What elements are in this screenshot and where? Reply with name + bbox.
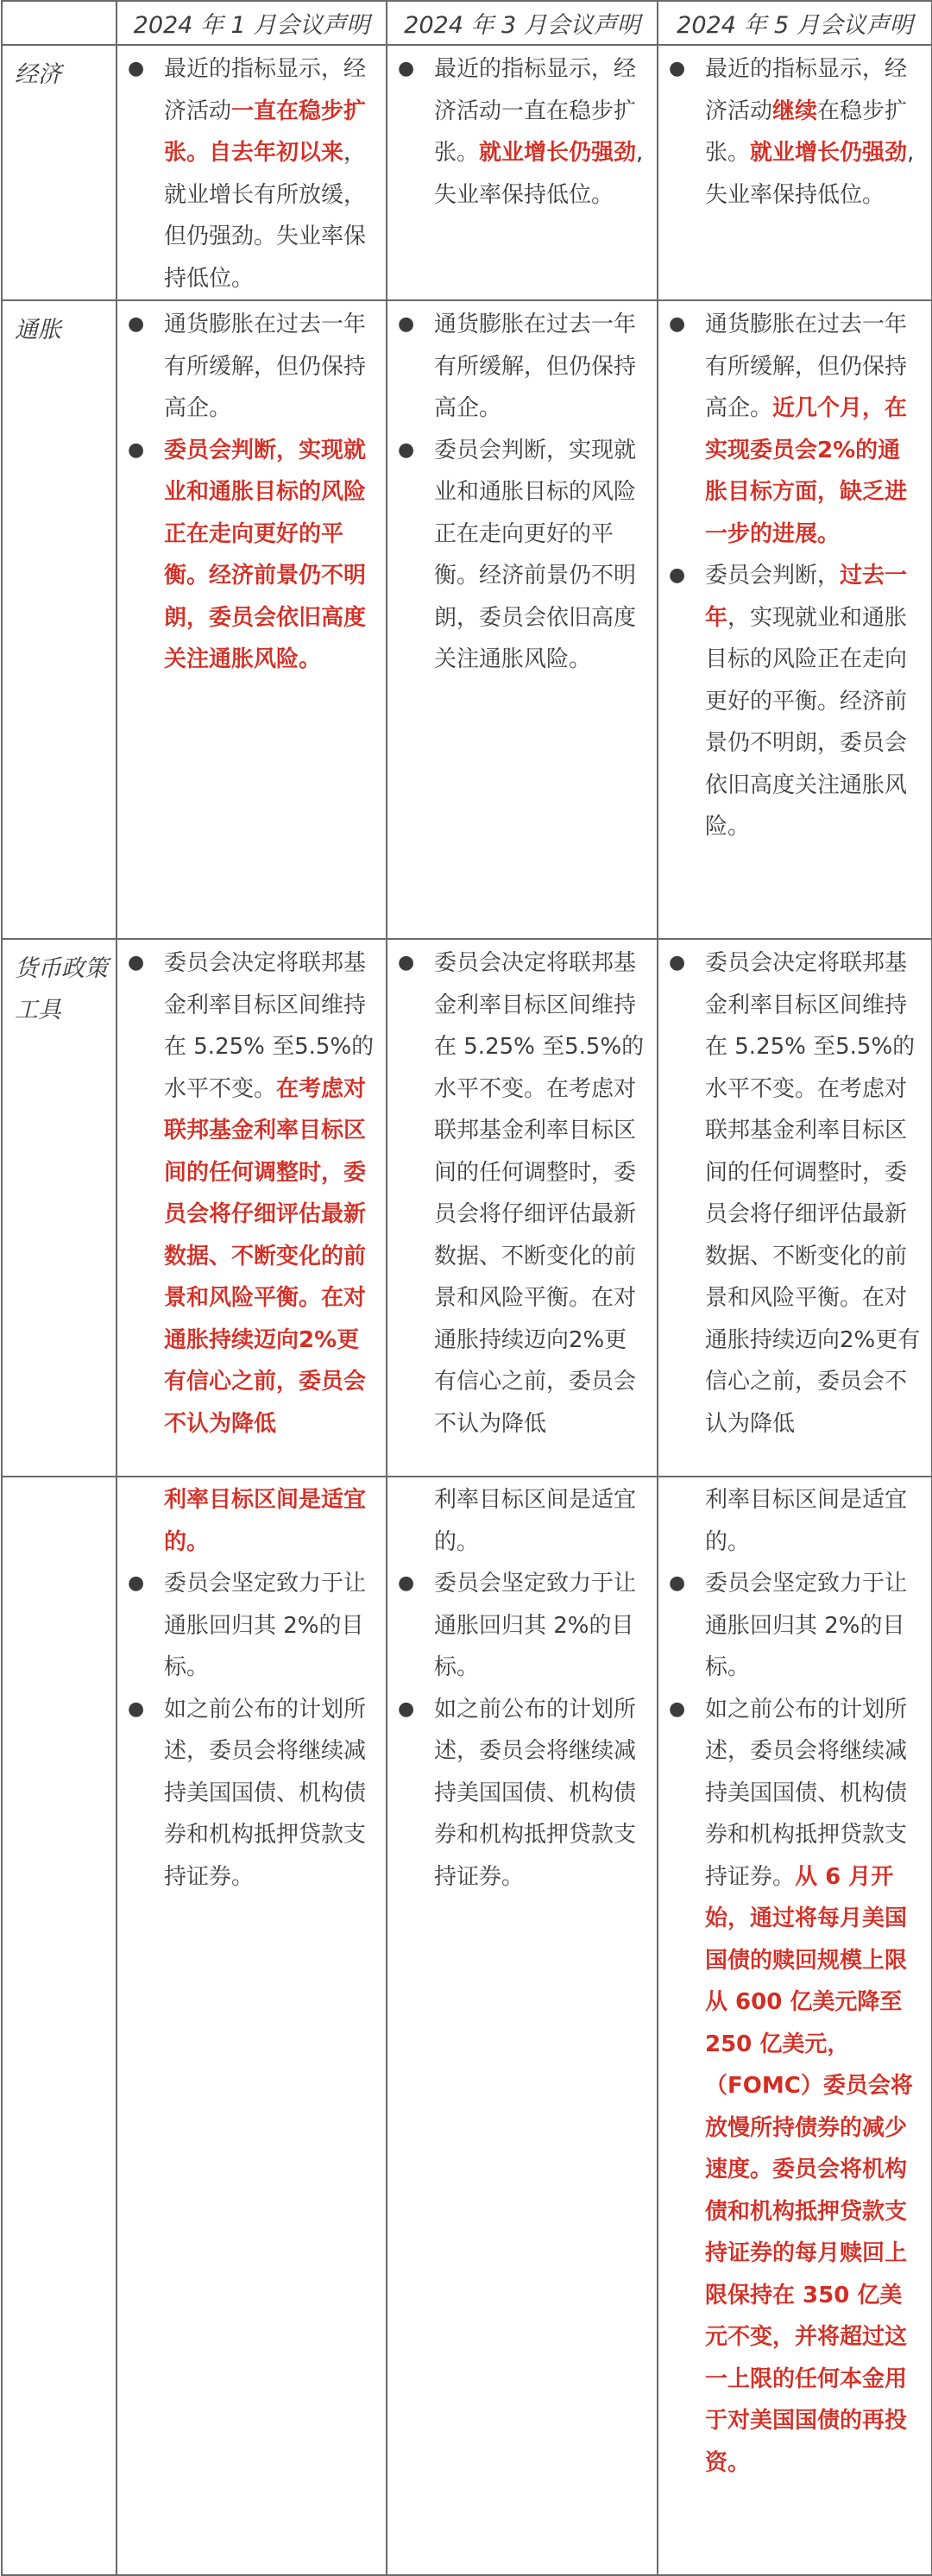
statement-text: ，就业增长有所放缓，但仍强劲。失业率保持低位。: [164, 140, 367, 292]
highlighted-text: 就业增长仍强劲: [479, 140, 637, 166]
cell-policy-jan-bottom: [116, 1477, 387, 2575]
cell-inflation-jan: [116, 300, 387, 939]
bullet-icon: ●: [398, 58, 415, 79]
cell-policy-mar-top: [387, 939, 658, 1477]
bullet-icon: ●: [398, 313, 415, 335]
statement-text: 通货膨胀在过去一年有所缓解，但仍保持高企。: [164, 312, 367, 421]
bullet-item: [117, 1689, 386, 1899]
header-may-2024: 2024 年 5 月会议声明: [658, 1, 932, 45]
bullet-item: [387, 48, 657, 216]
statement-text: 委员会坚定致力于让通胀回归其 2%的目标。: [164, 1571, 367, 1680]
bullet-icon: ●: [669, 313, 686, 335]
bullet-item: [658, 1689, 931, 2485]
cell-policy-may-bottom: [658, 1477, 932, 2575]
bullet-item: [117, 430, 386, 681]
statement-text: 利率目标区间是适宜的。: [434, 1487, 637, 1555]
bullet-item: [117, 942, 386, 1445]
statement-text: ，实现就业和通胀目标的风险正在走向更好的平衡。经济前景仍不明朗，委员会依旧高度关注通胀风险。: [705, 604, 908, 840]
cell-policy-mar-bottom: [387, 1477, 658, 2575]
bullet-icon: ●: [128, 58, 145, 79]
bullet-item: [387, 1689, 657, 1899]
bullet-item: [117, 48, 386, 299]
bullet-icon: ●: [128, 952, 145, 973]
statement-text: 委员会坚定致力于让通胀回归其 2%的目标。: [434, 1571, 637, 1680]
statement-text: 最近的指标显示，经济活动: [164, 56, 367, 124]
row-inflation: [2, 300, 932, 939]
highlighted-text: 一直在稳步扩张。自去年初以来: [164, 98, 367, 166]
highlighted-text: 在考虑对联邦基金利率目标区间的任何调整时，委员会将仔细评估最新数据、不断变化的前景和风险平衡。在对通胀持续迈向2%更有信心之前，委员会不认为降低: [164, 1075, 367, 1437]
statement-text: 如之前公布的计划所述，委员会将继续减持美国国债、机构债券和机构抵押贷款支持证券。: [164, 1696, 367, 1890]
bullet-item: [387, 942, 657, 1445]
statement-text: 最近的指标显示，经济活动: [705, 56, 908, 124]
highlighted-text: 过去一年: [705, 563, 908, 631]
bullet-item: [117, 1563, 386, 1689]
statement-text: 委员会判断，实现就业和通胀目标的风险正在走向更好的平衡。经济前景仍不明朗，委员会依旧高度关注通胀风险。: [434, 437, 637, 672]
cell-inflation-may: [658, 300, 932, 939]
statement-text: 委员会决定将联邦基金利率目标区间维持在 5.25% 至5.5%的水平不变。: [164, 950, 375, 1102]
bullet-icon: ●: [669, 58, 686, 79]
cell-economy-jan: [116, 45, 387, 300]
statement-text: 通货膨胀在过去一年有所缓解，但仍保持高企。: [434, 312, 637, 421]
statement-text: ,失业率保持低位。: [434, 140, 644, 208]
statement-text: 委员会判断，: [705, 563, 841, 589]
header-row: [2, 1, 932, 45]
bullet-icon: ●: [669, 952, 686, 973]
bullet-icon: ●: [128, 1697, 145, 1720]
cell-economy-may: [658, 45, 932, 300]
bullet-item: [658, 555, 931, 848]
cell-policy-may-top: [658, 939, 932, 1477]
bullet-icon: ●: [669, 564, 686, 586]
bullet-icon: ●: [669, 1697, 686, 1720]
continued-text: [387, 1479, 657, 1563]
row-label-policy: 货币政策工具: [2, 939, 116, 1477]
bullet-item: [387, 430, 657, 681]
cell-inflation-mar: [387, 300, 658, 939]
highlighted-text: 继续: [772, 98, 818, 124]
row-label-economy: 经济: [2, 45, 116, 300]
highlighted-text: 委员会判断，实现就业和通胀目标的风险正在走向更好的平衡。经济前景仍不明朗，委员会依旧高度关注通胀风险。: [164, 437, 367, 672]
continued-text: [658, 1479, 931, 1563]
statement-text: ,失业率保持低位。: [705, 140, 915, 208]
highlighted-text: 近几个月，在实现委员会2%的通胀目标方面，缺乏进一步的进展。: [705, 395, 908, 547]
cell-policy-jan-top: [116, 939, 387, 1477]
bullet-icon: ●: [128, 438, 145, 461]
bullet-item: [658, 942, 931, 1445]
highlighted-text: 从 6 月开始，通过将每月美国国债的赎回规模上限从 600 亿美元降至 250 亿美元，（FOMC）委员会将放慢所持债券的减少速度。委员会将机构债和机构抵押贷款支持证券的每月赎回上限保持在 350 亿美元不变，并将超过这一上限的任何本金用于对美国国债的再投资。: [705, 1863, 913, 2476]
statement-text: 最近的指标显示，经济活动一直在稳步扩张。: [434, 56, 637, 166]
highlighted-text: 就业增长仍强劲: [750, 140, 908, 166]
bullet-icon: ●: [669, 1572, 686, 1594]
statement-text: 在稳步扩张。: [705, 98, 908, 166]
bullet-icon: ●: [398, 438, 415, 461]
statement-text: 委员会决定将联邦基金利率目标区间维持在 5.25% 至5.5%的水平不变。在考虑对联邦基金利率目标区间的任何调整时，委员会将仔细评估最新数据、不断变化的前景和风险平衡。在对通胀持续迈向2%更有信心之前，委员会不认为降低: [705, 950, 921, 1437]
statement-text: 如之前公布的计划所述，委员会将继续减持美国国债、机构债券和机构抵押贷款支持证券。: [705, 1696, 908, 1890]
highlighted-text: 利率目标区间是适宜的。: [164, 1487, 367, 1555]
statement-text: 委员会决定将联邦基金利率目标区间维持在 5.25% 至5.5%的水平不变。在考虑对联邦基金利率目标区间的任何调整时，委员会将仔细评估最新数据、不断变化的前景和风险平衡。在对通胀持续迈向2%更有信心之前，委员会不认为降低: [434, 950, 645, 1437]
bullet-item: [658, 304, 931, 555]
row-economy: [2, 45, 932, 300]
header-mar-2024: 2024 年 3 月会议声明: [387, 1, 658, 45]
bullet-item: [117, 304, 386, 430]
bullet-item: [387, 1563, 657, 1689]
bullet-icon: ●: [398, 952, 415, 973]
header-empty: [2, 1, 116, 45]
fomc-statement-comparison-table: [1, 0, 932, 2576]
bullet-item: [658, 48, 931, 216]
bullet-icon: ●: [128, 313, 145, 335]
row-policy-bottom: [2, 1477, 932, 2575]
statement-text: 如之前公布的计划所述，委员会将继续减持美国国债、机构债券和机构抵押贷款支持证券。: [434, 1696, 637, 1890]
row-label-policy-cont: [2, 1477, 116, 2575]
row-label-inflation: 通胀: [2, 300, 116, 939]
continued-text: [117, 1479, 386, 1563]
statement-text: 委员会坚定致力于让通胀回归其 2%的目标。: [705, 1571, 908, 1680]
bullet-item: [387, 304, 657, 430]
statement-text: 利率目标区间是适宜的。: [705, 1487, 908, 1555]
bullet-icon: ●: [398, 1572, 415, 1594]
cell-economy-mar: [387, 45, 658, 300]
header-jan-2024: 2024 年 1 月会议声明: [116, 1, 387, 45]
bullet-icon: ●: [128, 1572, 145, 1594]
bullet-icon: ●: [398, 1697, 415, 1720]
bullet-item: [658, 1563, 931, 1689]
row-policy-top: [2, 939, 932, 1477]
statement-text: 通货膨胀在过去一年有所缓解，但仍保持高企。: [705, 312, 908, 421]
